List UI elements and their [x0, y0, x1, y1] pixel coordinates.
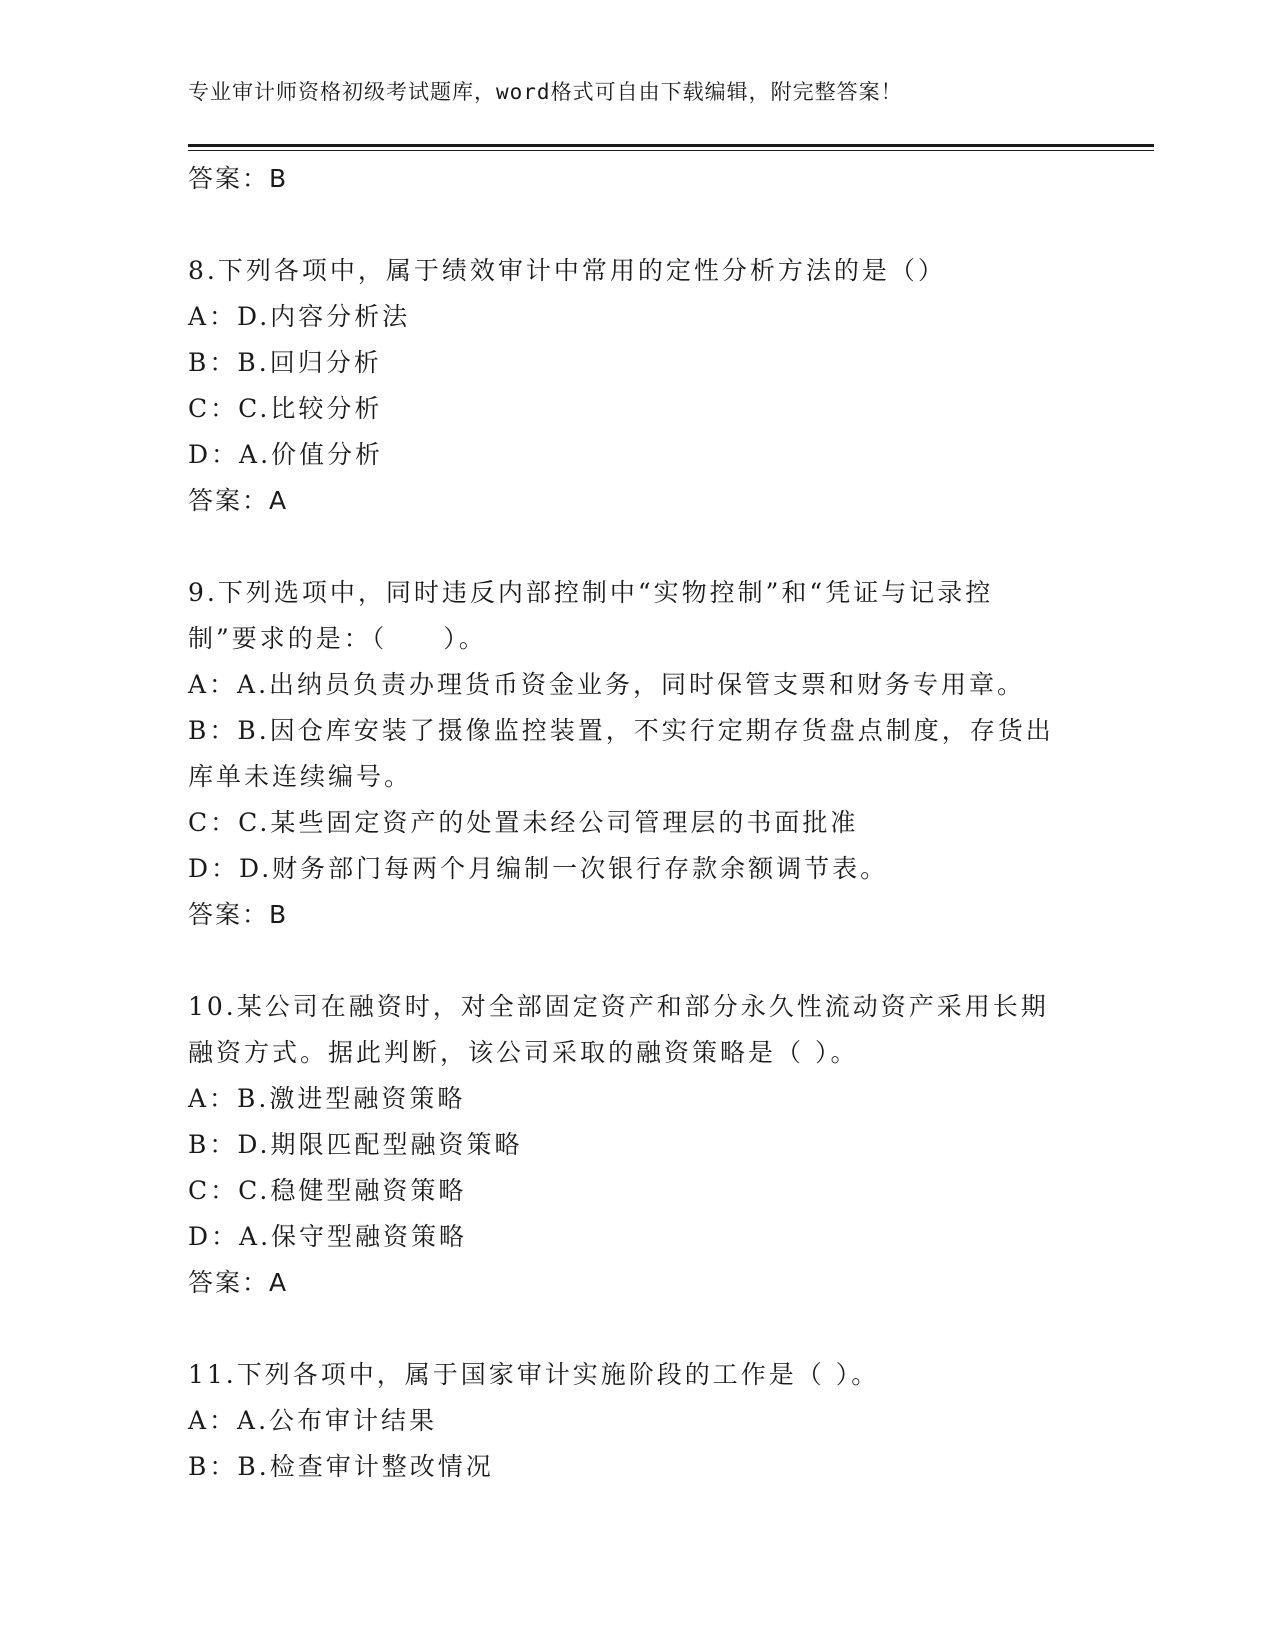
option-d: D：A.保守型融资策略: [188, 1222, 468, 1251]
question-block: [188, 1352, 1088, 1490]
option-b: B：B.因仓库安装了摄像监控装置，不实行定期存货盘点制度，存货出: [188, 716, 1054, 745]
question-stem: 10.某公司在融资时，对全部固定资产和部分永久性流动资产采用长期: [188, 992, 1049, 1021]
spacer: [188, 1306, 1088, 1352]
option-a: A：A.出纳员负责办理货币资金业务，同时保管支票和财务专用章。: [188, 670, 1026, 699]
option-c: C：C.比较分析: [188, 394, 383, 423]
option-a: A：D.内容分析法: [188, 302, 411, 331]
question-stem-cont: 融资方式。据此判断，该公司采取的融资策略是（ ）。: [188, 1038, 859, 1067]
option-b-cont: 库单未连续编号。: [188, 762, 413, 791]
option-a: A：A.公布审计结果: [188, 1406, 438, 1435]
question-stem: 11.下列各项中，属于国家审计实施阶段的工作是（ ）。: [188, 1360, 880, 1389]
header-rule: [188, 144, 1154, 147]
question-stem: 8.下列各项中，属于绩效审计中常用的定性分析方法的是（）: [188, 256, 946, 285]
page-header: 专业审计师资格初级考试题库，word格式可自由下载编辑，附完整答案！: [188, 80, 903, 104]
spacer: [188, 524, 1088, 570]
header-rule-thin: [188, 150, 1154, 151]
option-c: C：C.某些固定资产的处置未经公司管理层的书面批准: [188, 808, 859, 837]
question-list: [188, 156, 1088, 1490]
option-c: C：C.稳健型融资策略: [188, 1176, 467, 1205]
option-b: B：B.回归分析: [188, 348, 382, 377]
option-a: A：B.激进型融资策略: [188, 1084, 466, 1113]
question-block: [188, 570, 1088, 938]
question-stem: 9.下列选项中，同时违反内部控制中“实物控制”和“凭证与记录控: [188, 578, 994, 607]
spacer: [188, 938, 1088, 984]
option-d: D：A.价值分析: [188, 440, 384, 469]
answer-line: 答案：A: [188, 486, 289, 515]
option-b: B：D.期限匹配型融资策略: [188, 1130, 523, 1159]
answer-line: 答案：B: [188, 164, 289, 193]
question-block: [188, 248, 1088, 524]
question-block: [188, 984, 1088, 1306]
option-b: B：B.检查审计整改情况: [188, 1452, 494, 1481]
answer-line: 答案：B: [188, 900, 289, 929]
answer-line: 答案：A: [188, 1268, 289, 1297]
spacer: [188, 202, 1088, 248]
option-d: D：D.财务部门每两个月编制一次银行存款余额调节表。: [188, 854, 889, 883]
question-stem-cont: 制”要求的是：（ ）。: [188, 624, 487, 653]
